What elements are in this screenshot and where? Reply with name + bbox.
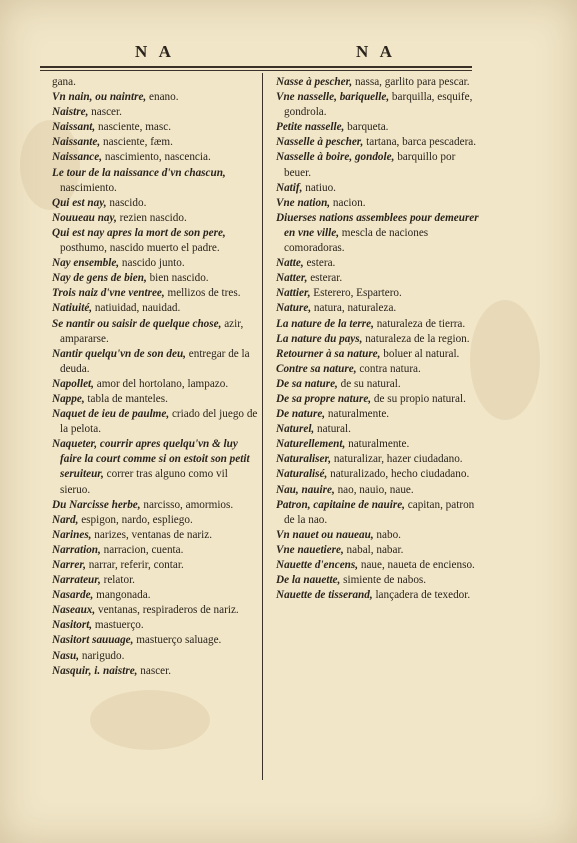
- entry-headword: Vne nation,: [276, 196, 331, 209]
- entry-headword: Nouueau nay,: [52, 211, 117, 224]
- entry-headword: Vn nauet ou naueau,: [276, 528, 374, 541]
- entry-headword: Nantir quelqu'vn de son deu,: [52, 347, 186, 360]
- dictionary-entry: [52, 150, 259, 165]
- entry-headword: Narines,: [52, 528, 92, 541]
- dictionary-entry: [276, 271, 482, 286]
- entry-headword: Retourner à sa nature,: [276, 347, 381, 360]
- right-column: [276, 75, 482, 603]
- dictionary-entry: [52, 664, 259, 679]
- entry-translation: entregar de la deuda.: [60, 347, 250, 375]
- entry-translation: de su natural.: [337, 377, 401, 390]
- entry-translation: mellizos de tres.: [164, 287, 241, 300]
- entry-headword: Natif,: [276, 181, 303, 194]
- dictionary-entry: [276, 558, 482, 573]
- dictionary-entry: [276, 362, 482, 377]
- entry-headword: Naissant,: [52, 121, 96, 134]
- dictionary-entry: [52, 120, 259, 135]
- entry-headword: Vne nauetiere,: [276, 543, 344, 556]
- dictionary-entry: [52, 513, 259, 528]
- dictionary-entry: [276, 467, 482, 482]
- entry-headword: Natiuité,: [52, 302, 93, 315]
- dictionary-entry: [52, 226, 259, 256]
- entry-translation: natura, naturaleza.: [311, 302, 397, 315]
- entry-translation: naturalizar, hazer ciudadano.: [331, 453, 463, 466]
- entry-headword: Qui est nay apres la mort de son pere,: [52, 226, 226, 239]
- entry-headword: Nasitort,: [52, 619, 93, 632]
- entry-translation: azir, ampararse.: [60, 317, 244, 345]
- entry-translation: barquilla, esquife, gondrola.: [284, 91, 473, 119]
- dictionary-entry: [52, 105, 259, 120]
- dictionary-entry: [276, 588, 482, 603]
- entry-translation: nassa, garlito para pescar.: [352, 76, 470, 88]
- entry-headword: De la nauette,: [276, 574, 341, 587]
- entry-translation: nascimiento.: [60, 181, 117, 194]
- dictionary-entry: [276, 135, 482, 150]
- dictionary-entry: [276, 437, 482, 452]
- entry-translation: enano.: [146, 91, 179, 104]
- dictionary-entry: [52, 633, 259, 648]
- dictionary-entry: [52, 317, 259, 347]
- dictionary-entry: [276, 301, 482, 316]
- paper-stain: [90, 690, 210, 750]
- entry-translation: relator.: [100, 574, 135, 587]
- entry-headword: Nauette de tisserand,: [276, 589, 373, 602]
- entry-translation: criado del juego de la pelota.: [60, 408, 258, 436]
- entry-headword: Napollet,: [52, 377, 94, 390]
- dictionary-entry: [276, 498, 482, 528]
- entry-headword: Nay ensemble,: [52, 257, 120, 270]
- dictionary-entry: [276, 407, 482, 422]
- entry-translation: natural.: [314, 423, 351, 436]
- entry-translation: naturaleza de la region.: [362, 332, 470, 345]
- dictionary-entry: [52, 407, 259, 437]
- entry-headword: Vne nasselle, bariquelle,: [276, 91, 390, 104]
- entry-headword: Nasarde,: [52, 589, 94, 602]
- dictionary-entry: [52, 618, 259, 633]
- entry-headword: Nattier,: [276, 287, 311, 300]
- dictionary-entry: [52, 75, 259, 90]
- entry-translation: narracion, cuenta.: [100, 543, 184, 556]
- entry-translation: boluer al natural.: [380, 347, 460, 360]
- dictionary-entry: [52, 392, 259, 407]
- entry-headword: Naturalisé,: [276, 468, 328, 481]
- entry-translation: gana.: [52, 76, 76, 88]
- entry-headword: Naqueter, courrir apres quelqu'vn & luy faire la court comme si on estoit son petit seruiteur,: [52, 438, 250, 481]
- entry-translation: ventanas, respiraderos de nariz.: [95, 604, 239, 617]
- dictionary-entry: [276, 181, 482, 196]
- entry-headword: La nature du pays,: [276, 332, 363, 345]
- running-head-right: N A: [356, 42, 396, 61]
- entry-headword: Nasu,: [52, 649, 80, 662]
- entry-translation: narigudo.: [79, 649, 125, 662]
- entry-translation: naturalmente.: [345, 438, 410, 451]
- entry-translation: narrar, referir, contar.: [85, 559, 184, 571]
- dictionary-entry: [52, 377, 259, 392]
- column-divider: [262, 73, 263, 780]
- entry-headword: Naturel,: [276, 423, 315, 436]
- entry-translation: naturaleza de tierra.: [373, 317, 466, 330]
- entry-headword: Naistre,: [52, 106, 89, 119]
- dictionary-entry: [52, 196, 259, 211]
- entry-headword: Nasselle à pescher,: [276, 136, 364, 149]
- entry-headword: Petite nasselle,: [276, 121, 345, 134]
- entry-headword: Diuerses nations assemblees pour demeurer en vne ville,: [276, 211, 479, 239]
- dictionary-entry: [276, 483, 482, 498]
- entry-headword: Nappe,: [52, 392, 85, 405]
- dictionary-entry: [276, 422, 482, 437]
- entry-headword: Trois naiz d'vne ventree,: [52, 287, 165, 300]
- entry-headword: Naturaliser,: [276, 453, 332, 466]
- dictionary-entry: [276, 392, 482, 407]
- entry-translation: narcisso, amormios.: [140, 498, 234, 511]
- entry-translation: nascido.: [106, 196, 147, 209]
- entry-headword: Narrateur,: [52, 574, 101, 587]
- entry-headword: Natte,: [276, 257, 304, 270]
- dictionary-entry: [276, 75, 482, 90]
- dictionary-entry: [52, 528, 259, 543]
- dictionary-entry: [52, 649, 259, 664]
- entry-translation: narizes, ventanas de nariz.: [91, 528, 213, 541]
- entry-translation: mastuerço saluage.: [133, 634, 222, 647]
- entry-translation: naue, naueta de encienso.: [358, 559, 475, 571]
- entry-headword: Nasitort sauuage,: [52, 634, 134, 647]
- entry-headword: De sa nature,: [276, 377, 338, 390]
- entry-translation: mangonada.: [93, 589, 151, 602]
- entry-translation: posthumo, nascido muerto el padre.: [60, 242, 220, 255]
- entry-translation: rezien nascido.: [116, 211, 187, 224]
- entry-translation: nascido junto.: [119, 257, 185, 270]
- entry-headword: Se nantir ou saisir de quelque chose,: [52, 317, 222, 330]
- entry-headword: Patron, capitaine de nauire,: [276, 498, 405, 511]
- dictionary-entry: [276, 90, 482, 120]
- entry-translation: nascimiento, nascencia.: [102, 151, 211, 164]
- dictionary-entry: [52, 347, 259, 377]
- entry-headword: Narration,: [52, 543, 101, 556]
- entry-headword: Nature,: [276, 302, 312, 315]
- entry-translation: nascer.: [137, 664, 172, 677]
- entry-translation: bien nascido.: [146, 272, 209, 285]
- entry-translation: nascer.: [88, 106, 122, 119]
- entry-headword: Contre sa nature,: [276, 362, 357, 375]
- dictionary-entry: [52, 90, 259, 105]
- entry-headword: Nasquir, i. naistre,: [52, 664, 138, 677]
- entry-headword: Naturellement,: [276, 438, 346, 451]
- dictionary-entry: [52, 603, 259, 618]
- dictionary-entry: [276, 452, 482, 467]
- entry-headword: Naissante,: [52, 136, 101, 149]
- entry-headword: De nature,: [276, 408, 326, 421]
- dictionary-entry: [52, 558, 259, 573]
- dictionary-entry: [276, 256, 482, 271]
- entry-translation: Esterero, Espartero.: [310, 287, 402, 300]
- dictionary-entry: [276, 150, 482, 180]
- dictionary-entry: [276, 317, 482, 332]
- entry-translation: amor del hortolano, lampazo.: [93, 377, 229, 390]
- dictionary-entry: [276, 377, 482, 392]
- entry-translation: lançadera de texedor.: [372, 589, 471, 602]
- entry-headword: Vn nain, ou naintre,: [52, 91, 147, 104]
- entry-translation: esterar.: [307, 272, 343, 285]
- entry-headword: Qui est nay,: [52, 196, 107, 209]
- dictionary-entry: [52, 256, 259, 271]
- entry-translation: simiente de nabos.: [340, 574, 427, 587]
- entry-headword: Nasselle à boire, gondole,: [276, 151, 395, 164]
- entry-translation: barqueta.: [344, 121, 389, 134]
- entry-headword: Naissance,: [52, 151, 103, 164]
- entry-translation: nasciente, fæm.: [100, 136, 173, 149]
- entry-translation: correr tras alguno como vil sieruo.: [60, 468, 228, 496]
- dictionary-entry: [276, 543, 482, 558]
- entry-translation: de su propio natural.: [371, 392, 466, 405]
- dictionary-entry: [52, 301, 259, 316]
- entry-translation: nao, nauio, naue.: [334, 483, 414, 496]
- entry-headword: Du Narcisse herbe,: [52, 498, 141, 511]
- entry-headword: Nard,: [52, 513, 79, 526]
- dictionary-entry: [276, 332, 482, 347]
- running-head-left: N A: [135, 42, 175, 61]
- entry-translation: mescla de naciones comoradoras.: [284, 226, 429, 255]
- dictionary-entry: [52, 135, 259, 150]
- dictionary-entry: [52, 543, 259, 558]
- dictionary-entry: [276, 286, 482, 301]
- entry-translation: nasciente, masc.: [95, 121, 172, 134]
- entry-translation: tartana, barca pescadera.: [363, 136, 477, 149]
- dictionary-entry: [276, 211, 482, 256]
- header-rule-thin: [40, 70, 472, 71]
- left-column: [52, 75, 259, 679]
- dictionary-entry: [276, 573, 482, 588]
- entry-headword: Le tour de la naissance d'vn chascun,: [52, 166, 226, 179]
- entry-translation: espigon, nardo, espliego.: [78, 513, 193, 526]
- dictionary-entry: [52, 573, 259, 588]
- entry-headword: Nauette d'encens,: [276, 559, 359, 571]
- dictionary-entry: [52, 588, 259, 603]
- dictionary-entry: [276, 196, 482, 211]
- entry-translation: nacion.: [330, 196, 366, 209]
- entry-headword: Nau, nauire,: [276, 483, 335, 496]
- dictionary-entry: [276, 347, 482, 362]
- entry-headword: De sa propre nature,: [276, 392, 372, 405]
- entry-headword: Narrer,: [52, 559, 86, 571]
- header-rule: [40, 66, 472, 68]
- entry-translation: mastuerço.: [92, 619, 144, 632]
- entry-translation: natiuidad, nauidad.: [92, 302, 181, 315]
- entry-headword: Natter,: [276, 272, 308, 285]
- entry-translation: naturalmente.: [325, 408, 390, 421]
- entry-headword: Naseaux,: [52, 604, 96, 617]
- entry-translation: nabal, nabar.: [343, 543, 404, 556]
- dictionary-entry: [52, 271, 259, 286]
- dictionary-entry: [52, 211, 259, 226]
- dictionary-entry: [52, 437, 259, 497]
- entry-translation: natiuo.: [302, 181, 336, 194]
- dictionary-entry: [276, 120, 482, 135]
- entry-headword: Nay de gens de bien,: [52, 272, 147, 285]
- entry-translation: tabla de manteles.: [84, 392, 168, 405]
- entry-translation: estera.: [303, 257, 336, 270]
- entry-headword: Nasse à pescher,: [276, 76, 353, 88]
- dictionary-entry: [52, 286, 259, 301]
- dictionary-entry: [52, 498, 259, 513]
- entry-headword: Naquet de ieu de paulme,: [52, 408, 170, 421]
- entry-headword: La nature de la terre,: [276, 317, 374, 330]
- entry-translation: naturalizado, hecho ciudadano.: [327, 468, 470, 481]
- entry-translation: capitan, patron de la nao.: [284, 498, 475, 526]
- dictionary-entry: [52, 166, 259, 196]
- entry-translation: contra natura.: [356, 362, 421, 375]
- entry-translation: barquillo por beuer.: [284, 151, 456, 179]
- entry-translation: nabo.: [373, 528, 401, 541]
- dictionary-entry: [276, 528, 482, 543]
